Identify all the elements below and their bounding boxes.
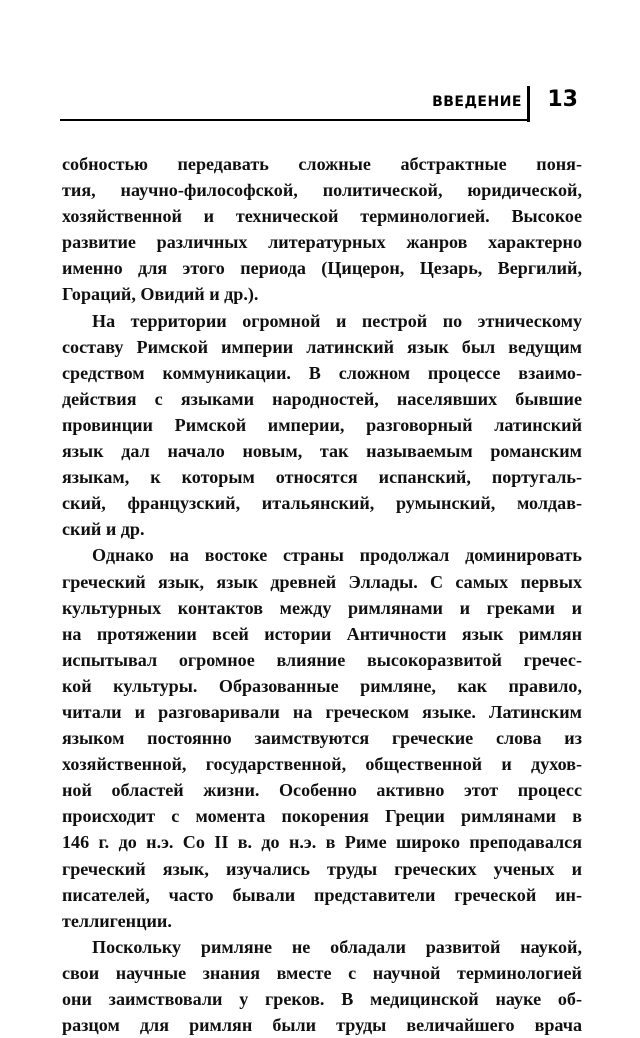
text-line: Однако на востоке страны продолжал доминировать <box>92 545 582 566</box>
text-line: они заимствовали у греков. В медицинской науке об- <box>62 989 582 1009</box>
text-line: происходит с момента покорения Греции римлянами в <box>62 806 582 827</box>
text-line: на протяжении всей истории Античности язык римлян <box>62 623 582 644</box>
text-line: ский, французский, итальянский, румынский, молдав- <box>62 493 582 514</box>
text-line: средством коммуникации. В сложном процессе взаимо- <box>62 362 582 383</box>
text-line: ной областей жизни. Особенно активно этот процесс <box>62 780 582 801</box>
text-line: разцом для римлян были труды величайшего врача <box>62 1015 582 1036</box>
paragraph-2 <box>62 308 582 543</box>
paragraph-1 <box>62 151 582 308</box>
text-line: развитие различных литературных жанров характерно <box>62 232 582 253</box>
text-line: действия с языками народностей, населявших бывшие <box>62 388 582 409</box>
text-line: На территории огромной и пестрой по этническому <box>92 310 582 331</box>
text-line: Поскольку римляне не обладали развитой наукой, <box>92 936 582 957</box>
running-head <box>60 86 584 126</box>
text-line: греческий язык, изучались труды греческих ученых и <box>62 858 582 879</box>
text-line: кой культуры. Образованные римляне, как правило, <box>62 675 582 696</box>
header-horizontal-rule <box>60 119 527 121</box>
text-line: 146 г. до н.э. Со II в. до н.э. в Риме широко преподавался <box>62 832 582 853</box>
text-line: составу Римской империи латинский язык был ведущим <box>62 336 582 357</box>
text-line: хозяйственной, государственной, общественной и духов- <box>62 754 582 775</box>
text-line: свои научные знания вместе с научной терминологией <box>62 962 582 983</box>
text-line: языкам, к которым относятся испанский, португаль- <box>62 467 582 488</box>
text-line: Гораций, Овидий и др.). <box>62 284 259 305</box>
section-title: ВВЕДЕНИЕ <box>432 94 522 110</box>
body-text <box>62 151 582 1038</box>
text-line: испытывал огромное влияние высокоразвитой гречес- <box>62 649 582 670</box>
text-line: культурных контактов между римлянами и греками и <box>62 597 582 618</box>
paragraph-4 <box>62 934 582 1038</box>
page-number: 13 <box>547 87 578 112</box>
text-line: провинции Римской империи, разговорный латинский <box>62 414 582 435</box>
text-line: читали и разговаривали на греческом языке. Латинским <box>62 701 582 722</box>
text-line: теллигенции. <box>62 910 172 931</box>
text-line: именно для этого периода (Цицерон, Цезарь, Вергилий, <box>62 258 582 279</box>
text-line: собностью передавать сложные абстрактные поня- <box>62 154 582 174</box>
text-line: язык дал начало новым, так называемым романским <box>62 441 582 462</box>
text-line: тия, научно-философской, политической, юридической, <box>62 180 582 201</box>
paragraph-3 <box>62 542 582 933</box>
text-line: греческий язык, язык древней Эллады. С самых первых <box>62 571 582 592</box>
header-vertical-rule <box>527 86 530 122</box>
text-line: хозяйственной и технической терминологией. Высокое <box>62 206 582 227</box>
text-line: писателей, часто бывали представители греческой ин- <box>62 884 582 905</box>
text-line: ский и др. <box>62 519 145 540</box>
text-line: языком постоянно заимствуются греческие слова из <box>62 728 582 749</box>
